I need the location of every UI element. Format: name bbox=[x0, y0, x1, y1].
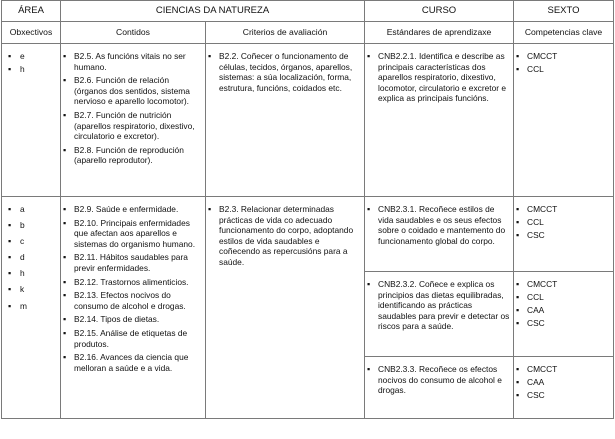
header-row bbox=[2, 1, 614, 22]
competence-item: ▪ CSC bbox=[514, 230, 611, 241]
content-item: ▪ B2.8. Función de reprodución (aparello reprodutor). bbox=[61, 145, 202, 166]
content-item: ▪ B2.10. Principais enfermidades que afectan aos aparellos e sistemas do organismo humano. bbox=[61, 218, 202, 250]
area-value: CIENCIAS DA NATUREZA bbox=[61, 1, 365, 22]
competences-cell bbox=[514, 197, 614, 272]
content-item: ▪ B2.15. Análise de etiquetas de produtos. bbox=[61, 328, 202, 349]
competence-item: ▪ CMCCT bbox=[514, 364, 611, 375]
criteria-cell bbox=[206, 197, 365, 419]
table-row bbox=[2, 44, 614, 197]
standard-cell bbox=[365, 44, 514, 197]
objective-item: ▪ m bbox=[4, 301, 58, 312]
content-item: ▪ B2.14. Tipos de dietas. bbox=[61, 314, 202, 325]
competence-item: ▪ CSC bbox=[514, 318, 611, 329]
area-label: ÁREA bbox=[2, 1, 61, 22]
objectives-cell bbox=[2, 44, 61, 197]
standard-cell bbox=[365, 197, 514, 272]
competence-item: ▪ CMCCT bbox=[514, 279, 611, 290]
content-item: ▪ B2.12. Trastornos alimenticios. bbox=[61, 277, 202, 288]
competences-cell bbox=[514, 272, 614, 357]
competence-item: ▪ CAA bbox=[514, 305, 611, 316]
contents-cell bbox=[61, 44, 206, 197]
competence-item: ▪ CAA bbox=[514, 377, 611, 388]
objective-item: ▪ a bbox=[4, 204, 58, 215]
criterion-item: ▪ B2.2. Coñecer o funcionamento de células, tecidos, órganos, aparellos, sistemas: a súa localización, forma, estrutura, funcións, coidados etc. bbox=[206, 51, 361, 93]
objective-item: ▪ k bbox=[4, 284, 58, 295]
content-item: ▪ B2.9. Saúde e enfermidade. bbox=[61, 204, 202, 215]
criterion-item: ▪ B2.3. Relacionar determinadas prácticas de vida co adecuado funcionamento do corpo, adoptando estilos de vida saudables e coñecendo as repercusións para a saúde. bbox=[206, 204, 361, 268]
competence-item: ▪ CCL bbox=[514, 292, 611, 303]
content-item: ▪ B2.6. Función de relación (órganos dos sentidos, sistema nervioso e aparello locomotor). bbox=[61, 75, 202, 107]
standard-cell bbox=[365, 357, 514, 419]
content-item: ▪ B2.11. Hábitos saudables para previr enfermidades. bbox=[61, 252, 202, 273]
standard-cell bbox=[365, 272, 514, 357]
standard-item: ▪ CNB2.3.3. Recoñece os efectos nocivos do consumo de alcohol e drogas. bbox=[365, 364, 510, 396]
competence-item: ▪ CCL bbox=[514, 64, 611, 75]
criteria-cell bbox=[206, 44, 365, 197]
column-header-contents: Contidos bbox=[61, 22, 206, 44]
table-row bbox=[2, 197, 614, 272]
competences-cell bbox=[514, 44, 614, 197]
contents-cell bbox=[61, 197, 206, 419]
content-item: ▪ B2.13. Efectos nocivos do consumo de alcohol e drogas. bbox=[61, 290, 202, 311]
competence-item: ▪ CSC bbox=[514, 390, 611, 401]
objective-item: ▪ b bbox=[4, 220, 58, 231]
competence-item: ▪ CCL bbox=[514, 217, 611, 228]
competence-item: ▪ CMCCT bbox=[514, 204, 611, 215]
content-item: ▪ B2.5. As funcións vitais no ser humano. bbox=[61, 51, 202, 72]
curriculum-table bbox=[1, 0, 614, 419]
column-header-criteria: Criterios de avaliación bbox=[206, 22, 365, 44]
objective-item: ▪ h bbox=[4, 64, 58, 75]
column-header-row bbox=[2, 22, 614, 44]
standard-item: ▪ CNB2.3.2. Coñece e explica os principios das dietas equilibradas, identificando as prácticas saudables para previr e detectar os riscos para a saúde. bbox=[365, 279, 510, 332]
course-value: SEXTO bbox=[514, 1, 614, 22]
content-item: ▪ B2.16. Avances da ciencia que melloran a saúde e a vida. bbox=[61, 352, 202, 373]
competence-item: ▪ CMCCT bbox=[514, 51, 611, 62]
objective-item: ▪ h bbox=[4, 268, 58, 279]
column-header-competences: Competencias clave bbox=[514, 22, 614, 44]
content-item: ▪ B2.7. Función de nutrición (aparellos respiratorio, dixestivo, circulatorio e excretor). bbox=[61, 110, 202, 142]
objective-item: ▪ c bbox=[4, 236, 58, 247]
column-header-objectives: Obxectivos bbox=[2, 22, 61, 44]
course-label: CURSO bbox=[365, 1, 514, 22]
objective-item: ▪ e bbox=[4, 51, 58, 62]
standard-item: ▪ CNB2.3.1. Recoñece estilos de vida saudables e os seus efectos sobre o coidado e mantemento do funcionamento global do corpo. bbox=[365, 204, 510, 246]
standard-item: ▪ CNB2.2.1. Identifica e describe as principais características dos aparellos respiratorio, dixestivo, locomotor, circulatorio e excretor e explica as principais funcións. bbox=[365, 51, 510, 104]
objectives-cell bbox=[2, 197, 61, 419]
competences-cell bbox=[514, 357, 614, 419]
objective-item: ▪ d bbox=[4, 252, 58, 263]
column-header-standards: Estándares de aprendizaxe bbox=[365, 22, 514, 44]
